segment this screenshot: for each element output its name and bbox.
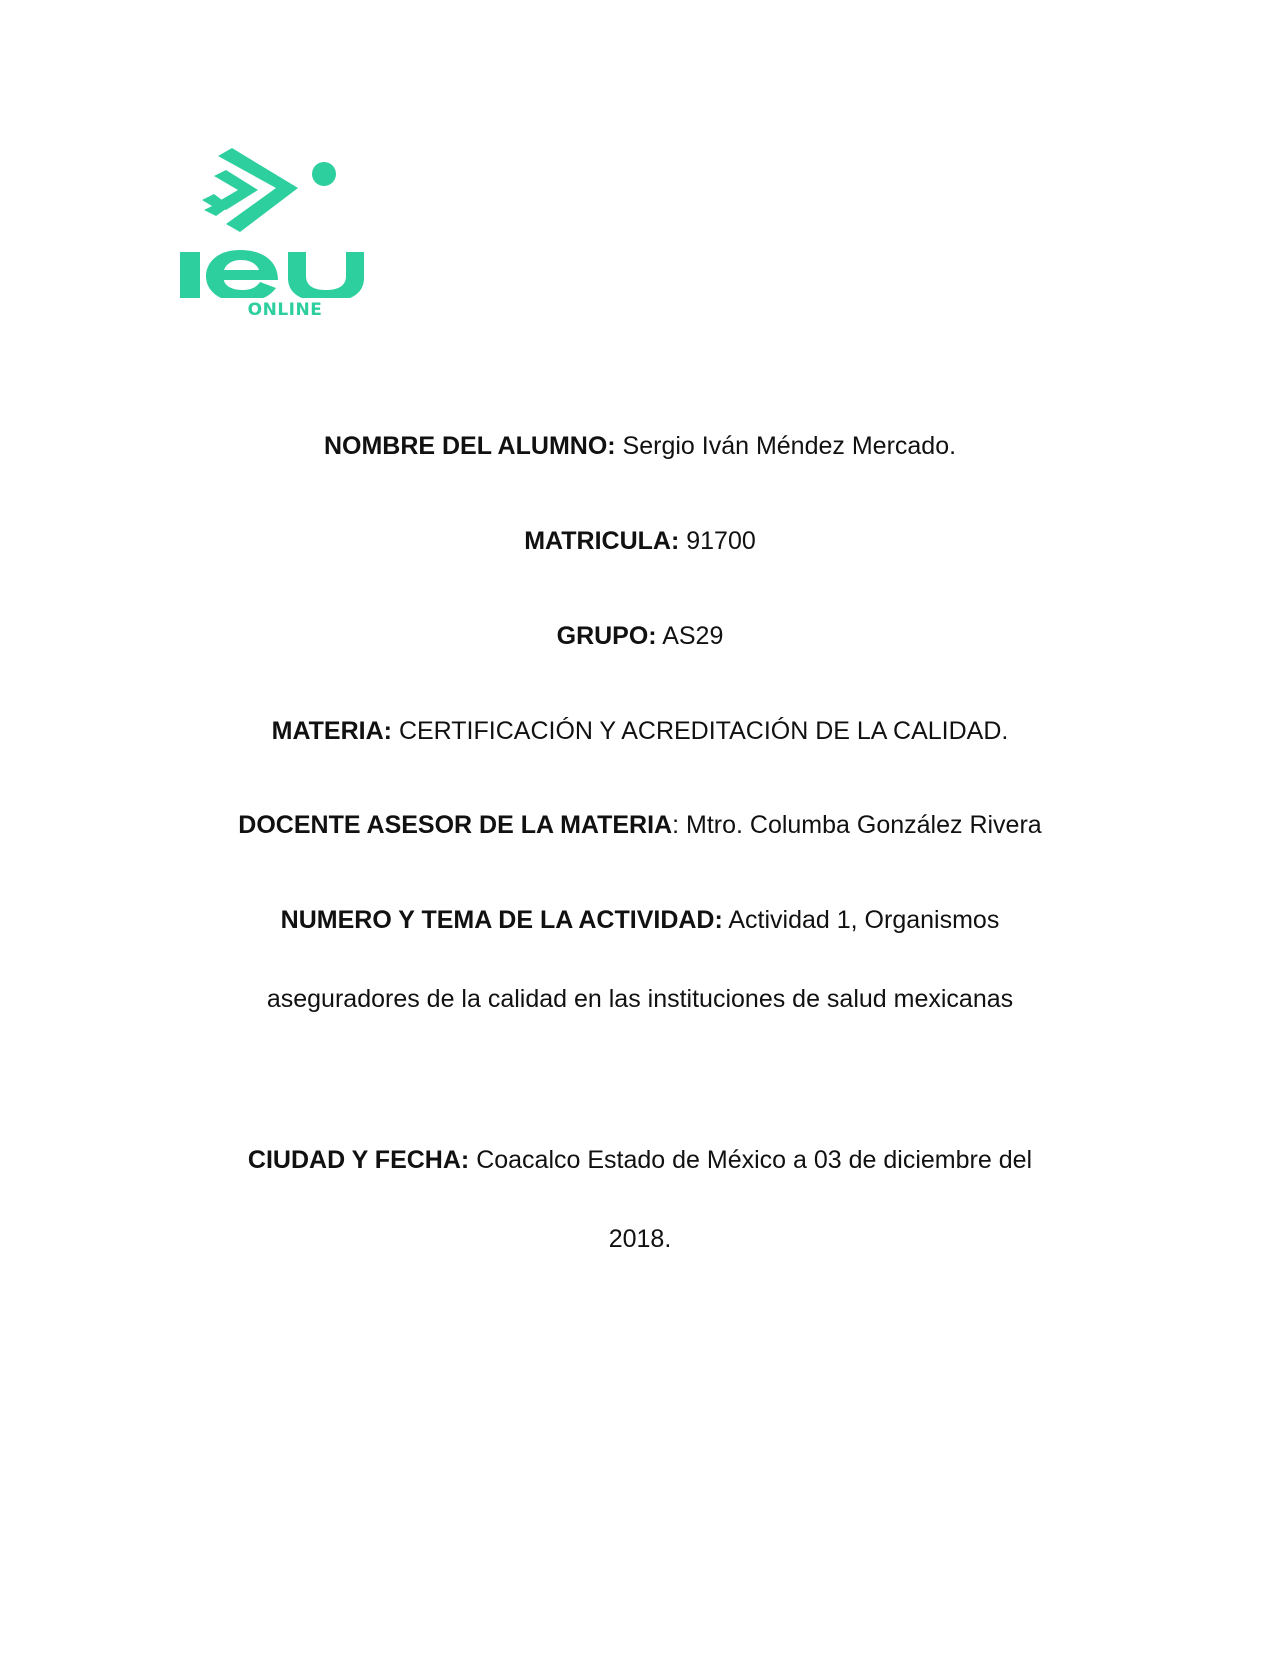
actividad-line-1 — [0, 905, 1280, 935]
ieu-logo-graphic — [180, 148, 390, 298]
docente-label: DOCENTE ASESOR DE LA MATERIA — [238, 811, 673, 839]
ieu-online-logo — [180, 148, 390, 348]
actividad-value-1: Actividad 1, Organismos — [722, 906, 1000, 934]
matricula-label: MATRICULA: — [524, 527, 680, 555]
grupo-label: GRUPO: — [556, 622, 657, 650]
materia-label: MATERIA: — [271, 717, 392, 745]
ciudad-fecha-value-1: Coacalco Estado de México a 03 de diciembre del — [469, 1146, 1033, 1174]
actividad-line-2 — [0, 984, 1280, 1014]
letter-e-shape — [206, 250, 278, 298]
docente-value: : Mtro. Columba González Rivera — [672, 811, 1042, 839]
grupo-value: AS29 — [656, 622, 724, 650]
materia-value: CERTIFICACIÓN Y ACREDITACIÓN DE LA CALIDAD. — [392, 717, 1009, 745]
ciudad-fecha-value-2: 2018. — [608, 1225, 672, 1253]
materia-line — [0, 716, 1280, 746]
ciudad-fecha-line-1 — [0, 1145, 1280, 1175]
matricula-line — [0, 526, 1280, 556]
student-name-line — [0, 431, 1280, 461]
grupo-line — [0, 621, 1280, 651]
actividad-label: NUMERO Y TEMA DE LA ACTIVIDAD: — [280, 906, 723, 934]
ciudad-fecha-line-2 — [0, 1224, 1280, 1254]
letter-i-shape — [180, 252, 200, 298]
actividad-value-2: aseguradores de la calidad en las instituciones de salud mexicanas — [266, 985, 1014, 1013]
dot-shape — [312, 162, 336, 186]
logo-subtitle: ONLINE — [247, 300, 323, 320]
letter-u-shape — [288, 252, 364, 298]
docente-line — [0, 810, 1280, 840]
matricula-value: 91700 — [679, 527, 756, 555]
ciudad-fecha-label: CIUDAD Y FECHA: — [247, 1146, 470, 1174]
student-name-label: NOMBRE DEL ALUMNO: — [323, 432, 616, 460]
student-name-value: Sergio Iván Méndez Mercado. — [615, 432, 957, 460]
